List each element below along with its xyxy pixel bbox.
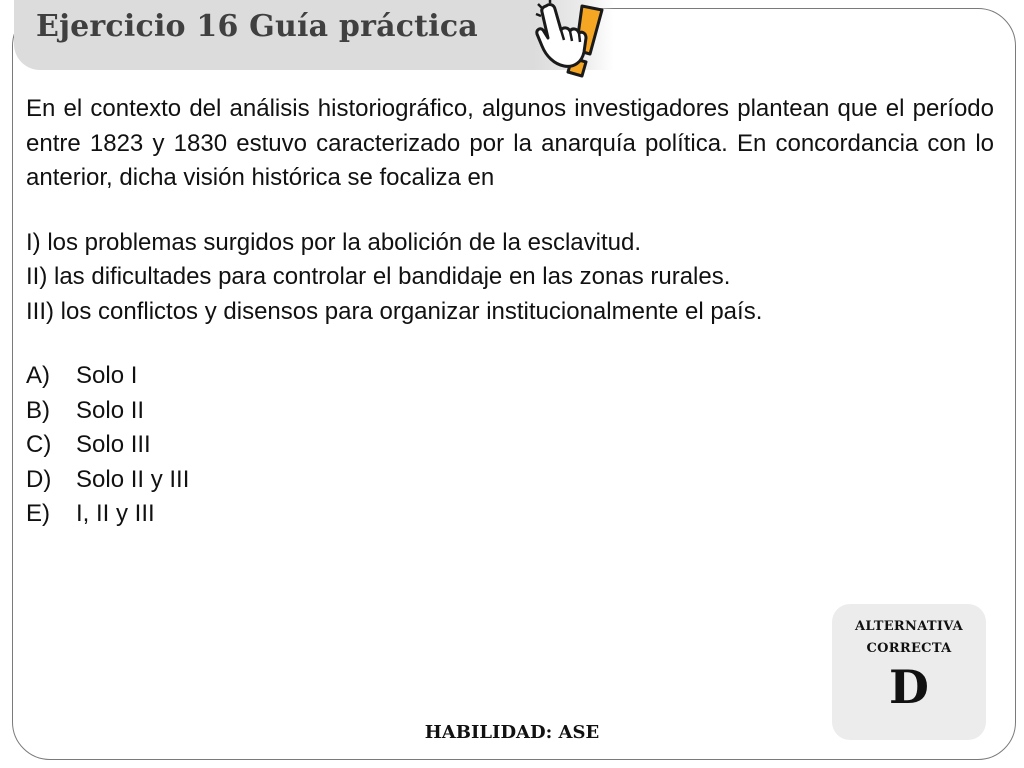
alternative-letter: D) [26,465,52,493]
alternative-d [26,463,994,498]
alternative-letter: A) [26,362,50,389]
alternative-text: I, II y III [76,500,155,527]
correct-answer-box [832,604,986,740]
alternative-e [26,497,994,532]
alternative-c [26,428,994,463]
question-stem: En el contexto del análisis historiográfico, algunos investigadores plantean que el período entre 1823 y 1830 estuvo caracterizado por la anarquía política. En concordancia con lo anterior, dicha visión histórica se focaliza en [26,95,994,191]
correct-answer-label-line1: ALTERNATIVA [854,619,964,634]
correct-answer-label-line2: CORRECTA [866,641,952,656]
skill-label: HABILIDAD: ASE [424,722,600,743]
page-title: Ejercicio 16 Guía práctica [36,9,478,44]
alternative-text: Solo I [76,362,138,389]
alternative-b [26,394,994,429]
statement-item: III) los conflictos y disensos para organizar institucionalmente el país. [26,297,763,325]
statement-item: I) los problemas surgidos por la abolición de la esclavitud. [26,228,641,256]
alternatives-list [26,359,994,532]
alternative-text: Solo III [76,431,151,458]
pointing-hand-icon [532,0,616,80]
alternative-letter: E) [26,500,50,527]
correct-answer-letter: D [889,660,929,714]
correct-answer-label [832,604,986,660]
statement-list [26,226,994,330]
alternative-text: Solo II y III [76,465,190,493]
alternative-a [26,359,994,394]
alternative-text: Solo II [76,396,145,424]
question-content [26,92,994,532]
alternative-letter: C) [26,431,52,458]
statement-item: II) las dificultades para controlar el bandidaje en las zonas rurales. [26,263,731,290]
alternative-letter: B) [26,396,50,424]
